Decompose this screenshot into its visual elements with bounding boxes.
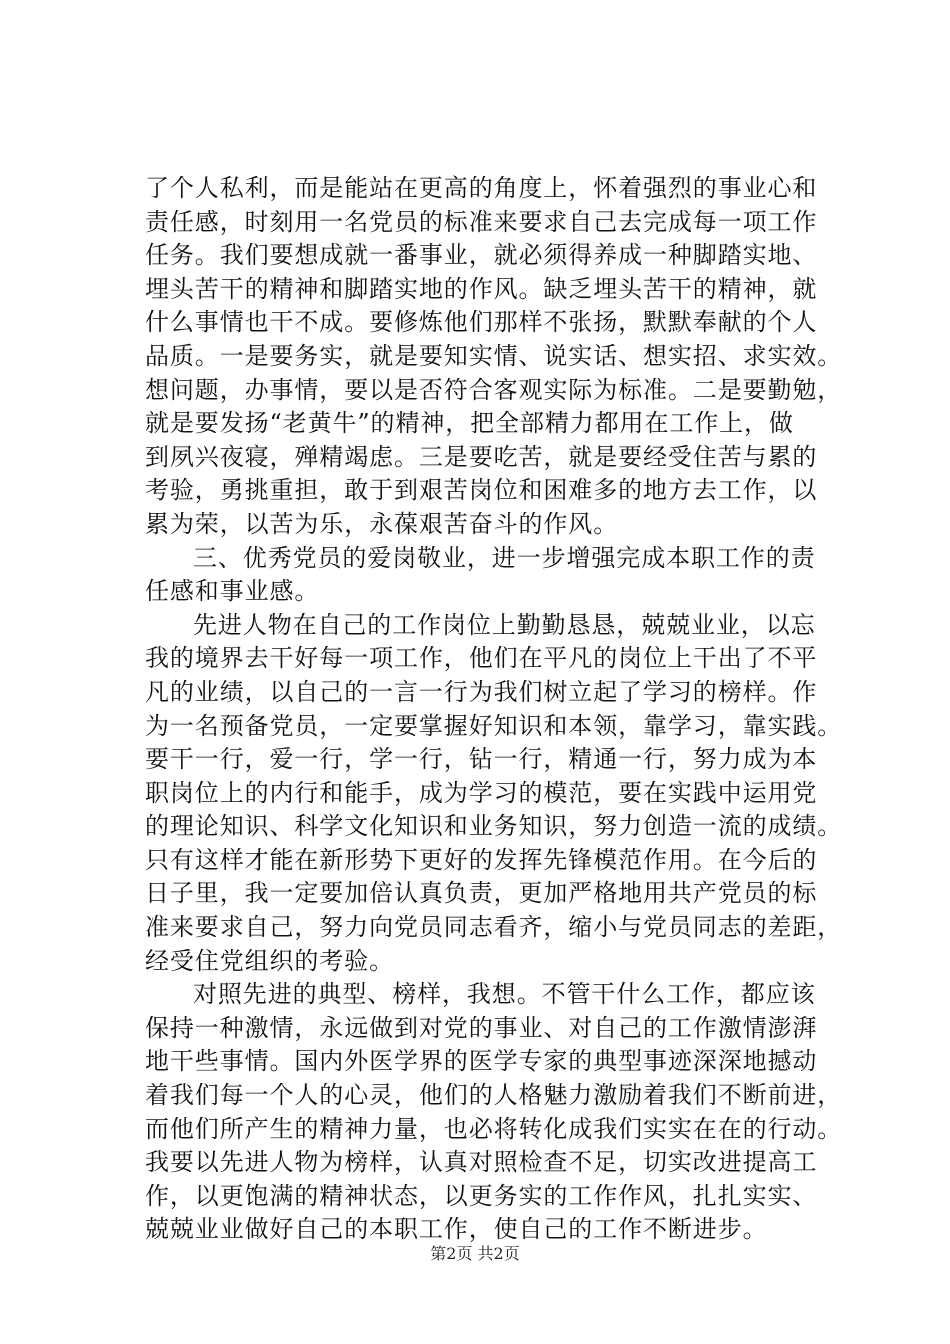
text-line: 兢兢业业做好自己的本职工作，使自己的工作不断进步。 [145, 1215, 768, 1244]
text-line: 地干些事情。国内外医学界的医学专家的典型事迹深深地撼动 [145, 1047, 818, 1076]
text-line: 到夙兴夜寝，殚精竭虑。三是要吃苦，就是要经受住苦与累的 [145, 442, 818, 471]
text-line: 日子里，我一定要加倍认真负责，更加严格地用共产党员的标 [145, 879, 818, 908]
text-line: 就是要发扬“老黄牛”的精神，把全部精力都用在工作上，做 [145, 409, 794, 438]
text-line: 我的境界去干好每一项工作，他们在平凡的岗位上干出了不平 [145, 644, 818, 673]
text-line: 凡的业绩，以自己的一言一行为我们树立起了学习的榜样。作 [145, 677, 818, 706]
text-line: 对照先进的典型、榜样，我想。不管干什么工作，都应该 [193, 980, 816, 1009]
text-line: 了个人私利，而是能站在更高的角度上，怀着强烈的事业心和 [145, 174, 818, 202]
text-line: 而他们所产生的精神力量，也必将转化成我们实实在在的行动。 [145, 1114, 843, 1143]
text-line: 的理论知识、科学文化知识和业务知识，努力创造一流的成绩。 [145, 812, 843, 841]
text-line: 先进人物在自己的工作岗位上勤勤恳恳，兢兢业业，以忘 [193, 610, 816, 639]
text-line: 什么事情也干不成。要修炼他们那样不张扬，默默奉献的个人 [145, 308, 818, 337]
text-line: 埋头苦干的精神和脚踏实地的作风。缺乏埋头苦干的精神，就 [145, 274, 818, 303]
text-line: 责任感，时刻用一名党员的标准来要求自己去完成每一项工作 [145, 207, 818, 236]
text-line: 品质。一是要务实，就是要知实情、说实话、想实招、求实效。 [145, 341, 843, 370]
text-line: 作，以更饱满的精神状态，以更务实的工作作风，扎扎实实、 [145, 1181, 818, 1210]
text-line: 要干一行，爱一行，学一行，钻一行，精通一行，努力成为本 [145, 745, 818, 774]
text-line: 保持一种激情，永远做到对党的事业、对自己的工作激情澎湃 [145, 1013, 818, 1042]
text-line: 任感和事业感。 [145, 577, 320, 606]
text-line: 准来要求自己，努力向党员同志看齐，缩小与党员同志的差距， [145, 913, 843, 942]
text-line: 经受住党组织的考验。 [145, 946, 394, 975]
page-footer: 第2页 共2页 [430, 1244, 520, 1263]
text-line: 只有这样才能在新形势下更好的发挥先锋模范作用。在今后的 [145, 845, 818, 874]
text-line: 任务。我们要想成就一番事业，就必须得养成一种脚踏实地、 [145, 241, 818, 270]
text-line: 职岗位上的内行和能手，成为学习的模范，要在实践中运用党 [145, 778, 818, 807]
document-body [145, 172, 865, 1247]
text-line: 考验，勇挑重担，敢于到艰苦岗位和困难多的地方去工作，以 [145, 476, 818, 505]
text-line: 想问题，办事情，要以是否符合客观实际为标准。二是要勤勉， [145, 375, 843, 404]
text-line: 三、优秀党员的爱岗敬业，进一步增强完成本职工作的责 [193, 543, 816, 572]
text-line: 我要以先进人物为榜样，认真对照检查不足，切实改进提高工 [145, 1148, 818, 1177]
text-line: 累为荣，以苦为乐，永葆艰苦奋斗的作风。 [145, 509, 619, 538]
text-line: 着我们每一个人的心灵，他们的人格魅力激励着我们不断前进， [145, 1081, 843, 1110]
text-line: 为一名预备党员，一定要掌握好知识和本领，靠学习，靠实践。 [145, 711, 843, 740]
